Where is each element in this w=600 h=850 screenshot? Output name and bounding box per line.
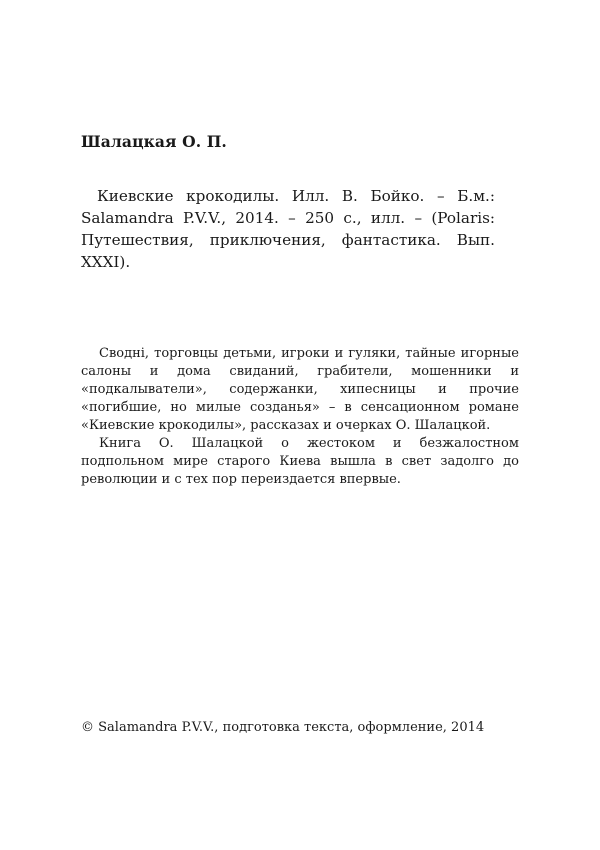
bibliographic-record: Киевские крокодилы. Илл. В. Бойко. – Б.м.: Salamandra P.V.V., 2014. – 250 с., илл. – (Polaris: Путешествия, приключения, фантастика. Вып. XXXI). — [81, 187, 495, 271]
annotation-paragraph-2: Книга О. Шалацкой о жестоком и безжалостном подпольном мире старого Киева вышла в свет задолго до революции и с тех пор переиздается впервые. — [81, 436, 519, 487]
annotation — [81, 345, 519, 489]
author-name: Шалацкая О. П. — [81, 132, 227, 151]
copyright-notice: © Salamandra P.V.V., подготовка текста, оформление, 2014 — [81, 720, 485, 735]
annotation-paragraph-1: Своднi, торговцы детьми, игроки и гуляки, тайные игорные салоны и дома свиданий, грабители, мошенники и «подкалыватели», содержанки, хипесницы и прочие «погибшие, но милые созданья» – в сенсационном романе «Киевские крокодилы», рассказах и очерках О. Шалацкой. — [81, 346, 519, 433]
